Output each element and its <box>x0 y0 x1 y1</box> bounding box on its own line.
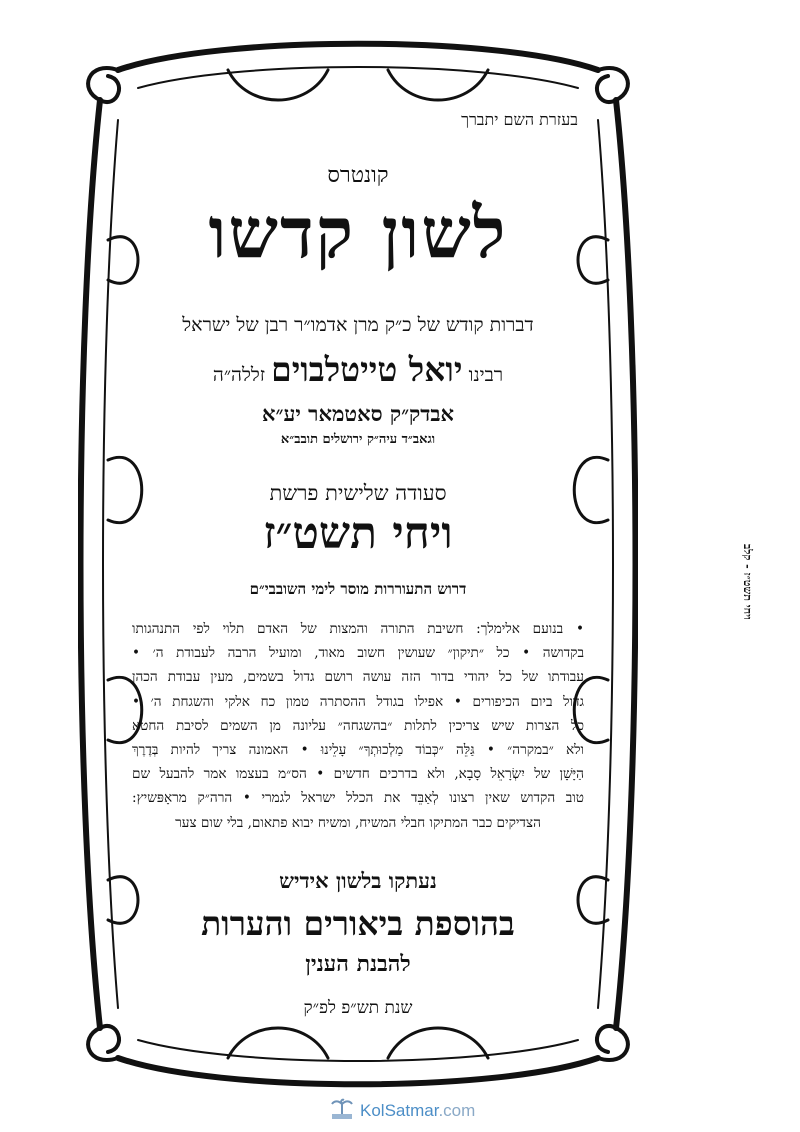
summary-line: הַיָּשָׁן של יִשְׂרָאֵל סָבָא, ולא בדרכים חדשים • הס״מ בעצמו אמר להבעל שם <box>132 766 584 783</box>
summary-paragraph <box>132 617 584 835</box>
seuda-line: סעודה שלישית פרשת <box>269 481 447 505</box>
side-note: ויחי תשט״ז - קלב <box>741 544 754 620</box>
translation-line: נעתקו בלשון אידיש <box>279 868 437 893</box>
author-line-2 <box>138 350 578 390</box>
summary-line: בקדושה • כל ״תיקון״ שעושין חשוב מאוד, ומועיל הרבה לעבודת ה׳ • <box>132 645 584 662</box>
page-title: לשון קדשו <box>208 191 508 274</box>
summary-line: ולא ״במקרה״ • גַּלֵּה ״כְּבוֹד מַלְכוּתְךָ״ עָלֵינוּ • האמונה צריך להיות בְּדֶרֶךְ <box>132 742 584 759</box>
author-suffix: זללה״ה <box>212 364 266 386</box>
summary-line: עבודתו של כל יהודי בדור הזה עושה רושם גדול בשמים, מעין עבודת הכהן <box>132 669 584 686</box>
lehavanas-line: להבנת הענין <box>305 951 411 977</box>
summary-line: כל הצרות שיש צריכין לתלות ״בהשגחה״ עליונה מן השמים לסיבת החטא <box>132 717 584 734</box>
summary-line: • בנועם אלימלך: חשיבת התורה והמצות של האדם תלוי לפי התנהגותו <box>132 621 584 637</box>
addition-line: בהוספת ביאורים והערות <box>201 904 515 943</box>
brand-domain: .com <box>438 1101 476 1120</box>
year-line: שנת תש״פ לפ״ק <box>303 998 413 1018</box>
footer-brand[interactable] <box>330 1099 490 1123</box>
author-prefix: רבינו <box>468 364 504 386</box>
author-line-4: וגאב״ד עיה״ק ירושלים תובב״א <box>280 432 436 447</box>
author-name: יואל טייטלבוים <box>271 350 463 389</box>
author-line-3: אבדק״ק סאטמאר יע״א <box>262 401 454 426</box>
author-line-1: דברות קודש של כ״ק מרן אדמו״ר רבן של ישראל <box>182 314 534 336</box>
kuntres-label: קונטרס <box>327 163 389 188</box>
palm-tree-icon <box>330 1098 354 1125</box>
summary-line: הצדיקים כבר המתיקו חבלי המשיח, ומשיח יבוא פתאום, בלי שום צער <box>175 814 541 831</box>
drush-line: דרוש התעוררות מוסר לימי השובבי״ם <box>249 580 467 598</box>
summary-line: גדול ביום הכיפורים • אפילו בגודל ההסתרה טמון כח אלקי והשגחת ה׳ • <box>132 693 584 710</box>
summary-line: טוב הקדוש שאין רצונו לְאַבֵּד את הכלל ישראל לגמרי • הרה״ק מראָפּשיץ: <box>132 790 584 807</box>
parsha-title: ויחי תשט״ז <box>263 508 453 559</box>
blessing-line: בעזרת השם יתברך <box>461 110 578 129</box>
brand-name: KolSatmar <box>360 1101 439 1120</box>
